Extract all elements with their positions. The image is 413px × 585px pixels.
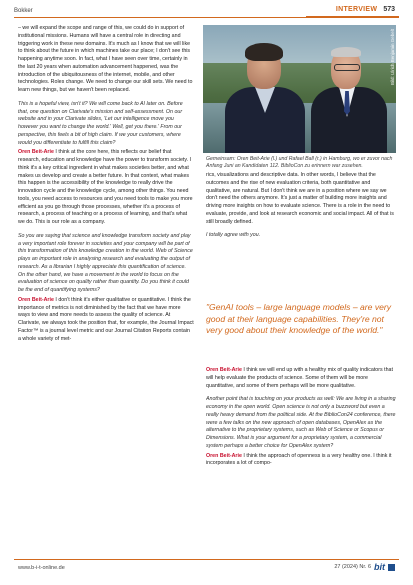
footer-right xyxy=(334,562,395,572)
answer xyxy=(18,149,194,227)
header-left: Bokker xyxy=(14,8,33,14)
person-left xyxy=(225,47,305,153)
section-label: INTERVIEW xyxy=(335,6,378,13)
interview-photo xyxy=(203,25,396,153)
answer-text: I think at the core here, this reflects our belief that research, education and knowledge have the power to transform society. I think it's a key critical ingredient in what makes societies better, and what makes us develop and create a better future. In that context, what makes this happen is the accessibility of the knowledge to really drive the innovation cycle and the knowledge cycle, among other things. You need tools, you need access to resources and you need tools to make you more efficient as you go through those processes, whether it's a process of research, a process of teaching or a process of learning, and that's what we do. This is our role as a company. xyxy=(18,149,193,225)
speaker-name: Oren Beit-Arie xyxy=(18,149,54,156)
paragraph: – we will expand the scope and range of this, we could do in support of institutional missions. Humans will have a central role in directing and triggering work in these new domains. It's much as I know that we will like to think about the future in which machines take our place; I don't see this happening anytime soon. In fact, what I have seen over time, certainly in the last 20 years when automation advancement happened, was the introduction of the ubiquitousness of the internet, mobile, and other technologies. Roles change. We need to change our skill sets. We need to learn new things, but we haven't been replaced. xyxy=(18,25,193,93)
person-right xyxy=(307,49,387,153)
answer xyxy=(206,367,396,390)
speaker-name: Oren Beit-Arie xyxy=(18,296,54,303)
photo-caption: Gemeinsam: Oren Beit-Arie (l.) und Rafael Ball (r.) in Hamburg, wo er zuvor nach Anfang Juni an Kandidaten 112. BiblioCon zu erinnern war zusehen. xyxy=(206,156,393,169)
question: Another point that is touching on your products as well: We are living in a sharing economy in the open world. Open science is not only a buzzword but even a really heavy demand from the political side. At the BiblioCon24 conference, there were a few talks on the new approach of open databases, OpenAlex as the alternative to the proprietary systems, such as Web of Science or Scopus or Dimensions. What is your argument for a proprietary system, a commercial system perhaps a better choice for OpenAlex system? xyxy=(206,396,396,449)
photo-credit: Bild: Ulrich Benjamin Gebelt xyxy=(390,29,395,86)
right-column-bottom xyxy=(206,367,396,557)
logo-square-icon xyxy=(388,564,395,571)
speaker-name: Oren Beit-Arie xyxy=(206,452,242,459)
paragraph: rics, visualizations and descriptive data. In other words, I believe that the outcomes and the rise of new evaluation criteria, both quantitative and qualitative, are natural. But I don't think we are in a position where we say we don't need the others anymore. It's just a matter of building more insights and driving more insights on how to evaluate science. There is a role in the need to evaluate, provide, and look at research economic and social impact. All of that is still broadly defined. xyxy=(206,172,394,225)
left-column xyxy=(18,25,194,557)
right-column-top xyxy=(206,172,396,242)
pull-quote: "GenAI tools – large language models – are very good at their language capabilities. They're not very good about their knowledge of the world." xyxy=(206,302,392,335)
question: I totally agree with you. xyxy=(206,232,261,239)
bit-logo: bit xyxy=(374,562,385,572)
footer-url[interactable]: www.b-i-t-online.de xyxy=(18,565,65,571)
speaker-name: Oren Beit-Arie xyxy=(206,367,242,373)
header-accent-rule xyxy=(306,16,399,18)
footer-rule xyxy=(14,559,399,560)
question: So you are saying that science and knowledge transform society and play a very important role forever in societies and your company will be part of this transformation of this knowledge creation in the world. Web of Science plays an important role in analysing research and evaluating the output of research. As a librarian I highly appreciate this quantification of science. On the other hand, we have a movement in the world to focus on the evaluation of science on quality rather than quantity. Do you think it could be the end of quantifying systems? xyxy=(18,232,193,293)
question: This is a hopeful view, isn't it? We will come back to AI later on. Before that, one question on Clarivate's mission and self-assessment. On our website and in your Clarivate slides, 'Let our intelligence move you however you want to change the world.' Well, get you there.' From our perspective, this feels a bit of high claim. If we your customers, where would you differentiate to fulfill this claim? xyxy=(18,100,183,146)
answer-text: I don't think it's either qualitative or quantitative. I think the importance of metrics is not diminished by the fact that we have more ways to view and more needs to assess the quality of science. At Clarivate, we always took the position that, for example, the Journal Impact Factor™ is a journal level metric and our Journal Citation Reports contain a whole variety of met- xyxy=(18,296,194,342)
issue-label: 27 (2024) Nr. 6 xyxy=(334,564,371,570)
answer-text: I think we will end up with a healthy mix of quality indicators that will help evaluate the products of science. Some of them will be more quantitative, and some of them perhaps will be more qualitative. xyxy=(206,367,393,389)
answer xyxy=(18,297,194,344)
page-number: 573 xyxy=(383,6,395,13)
answer-text: I think the approach of openness is a very healthy one. I think it incorporates a lot of compo- xyxy=(206,452,392,467)
header-right xyxy=(336,6,395,13)
answer xyxy=(206,453,396,469)
